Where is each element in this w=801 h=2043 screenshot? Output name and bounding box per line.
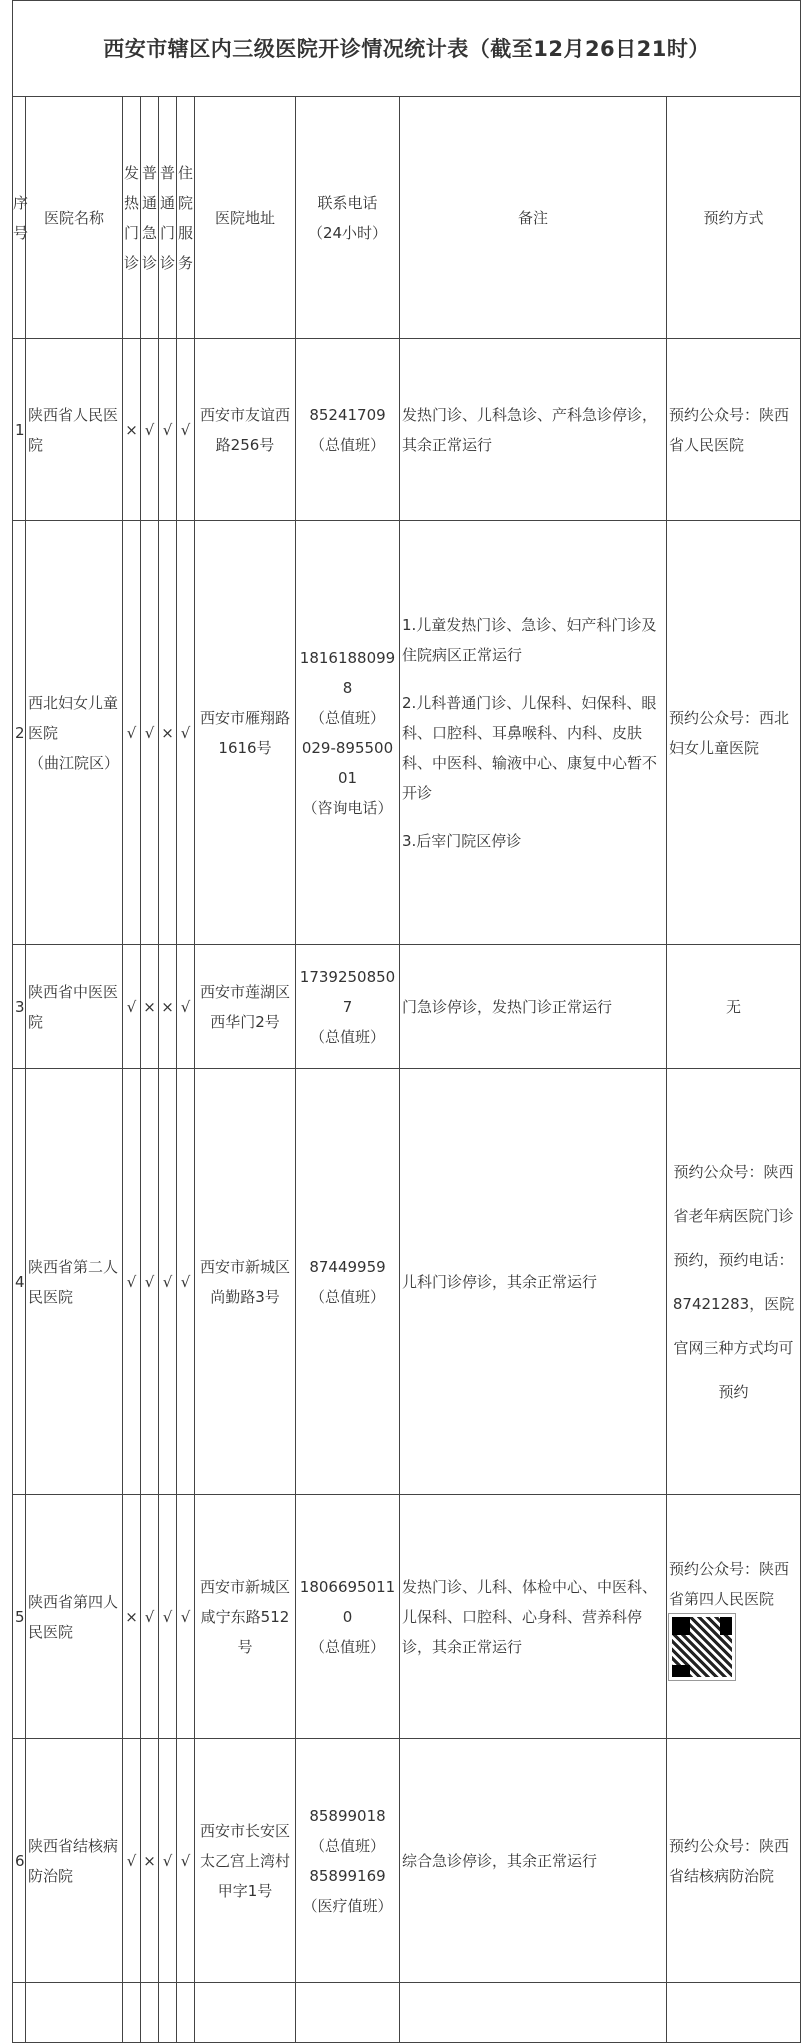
row-emergency-status: √ <box>141 1069 159 1495</box>
row-seq: 3 <box>13 945 26 1069</box>
phone-number: 85241709 <box>309 405 386 424</box>
row-notes: 儿科门诊停诊，其余正常运行 <box>400 1069 667 1495</box>
qr-code-icon <box>669 1614 735 1680</box>
phone-number: 85899169 <box>309 1866 386 1885</box>
row-notes: 发热门诊、儿科急诊、产科急诊停诊，其余正常运行 <box>400 339 667 521</box>
row-inpatient-status: √ <box>177 521 195 945</box>
row-phone <box>296 339 400 521</box>
row-address: 西安市长安区太乙宫上湾村甲字1号 <box>195 1739 296 1983</box>
row-outpatient-status: √ <box>159 1739 177 1983</box>
header-notes: 备注 <box>400 97 667 339</box>
phone-note: （咨询电话） <box>302 798 393 817</box>
row-emergency-status: √ <box>141 1495 159 1739</box>
table-row <box>13 1495 801 1739</box>
row-fever-status: √ <box>123 521 141 945</box>
phone-number: 87449959 <box>309 1257 386 1276</box>
row-address: 西安市新城区咸宁东路512号 <box>195 1495 296 1739</box>
row-emergency-status: × <box>141 945 159 1069</box>
row-outpatient-status: √ <box>159 1069 177 1495</box>
row-fever-status: × <box>123 339 141 521</box>
row-booking: 预约公众号：陕西省结核病防治院 <box>667 1739 801 1983</box>
hospital-name-sub: （曲江院区） <box>28 753 119 772</box>
row-hospital-name: 陕西省结核病防治院 <box>26 1739 123 1983</box>
row-phone <box>296 945 400 1069</box>
row-emergency-status: √ <box>141 521 159 945</box>
row-booking: 预约公众号：陕西省老年病医院门诊预约，预约电话：87421283，医院官网三种方式均可预约 <box>667 1069 801 1495</box>
table-row <box>13 1983 801 2043</box>
note-line: 1.儿童发热门诊、急诊、妇产科门诊及住院病区正常运行 <box>402 615 657 664</box>
row-seq: 2 <box>13 521 26 945</box>
title-row <box>13 1 801 97</box>
row-hospital-name: 陕西省中医医院 <box>26 945 123 1069</box>
row-inpatient-status: √ <box>177 1069 195 1495</box>
row-outpatient-status: √ <box>159 1495 177 1739</box>
row-hospital-name: 陕西省第四人民医院 <box>26 1495 123 1739</box>
phone-number: 18161880998 <box>299 648 396 697</box>
row-address: 西安市雁翔路1616号 <box>195 521 296 945</box>
table-row <box>13 339 801 521</box>
booking-text: 预约公众号：陕西省第四人民医院 <box>669 1559 790 1608</box>
phone-number: 17392508507 <box>299 967 396 1016</box>
phone-note: （医疗值班） <box>302 1896 393 1915</box>
row-phone <box>296 1739 400 1983</box>
row-inpatient-status: √ <box>177 945 195 1069</box>
row-inpatient-status: √ <box>177 1495 195 1739</box>
row-address: 西安市新城区尚勤路3号 <box>195 1069 296 1495</box>
header-fever: 发热门诊 <box>123 97 141 339</box>
row-fever-status: √ <box>123 1739 141 1983</box>
row-booking <box>667 1495 801 1739</box>
row-outpatient-status: × <box>159 945 177 1069</box>
row-notes: 综合急诊停诊，其余正常运行 <box>400 1739 667 1983</box>
table-row <box>13 1739 801 1983</box>
row-notes <box>400 521 667 945</box>
row-notes: 门急诊停诊，发热门诊正常运行 <box>400 945 667 1069</box>
header-address: 医院地址 <box>195 97 296 339</box>
phone-note: （总值班） <box>309 708 385 727</box>
row-seq: 1 <box>13 339 26 521</box>
row-notes: 发热门诊、儿科、体检中心、中医科、儿保科、口腔科、心身科、营养科停诊，其余正常运行 <box>400 1495 667 1739</box>
table-row <box>13 945 801 1069</box>
row-phone <box>296 1069 400 1495</box>
header-phone <box>296 97 400 339</box>
row-inpatient-status: √ <box>177 339 195 521</box>
header-seq: 序号 <box>13 97 26 339</box>
table-row <box>13 521 801 945</box>
row-outpatient-status: × <box>159 521 177 945</box>
row-fever-status: √ <box>123 945 141 1069</box>
row-seq: 6 <box>13 1739 26 1983</box>
phone-note: （总值班） <box>309 1637 385 1656</box>
note-line: 2.儿科普通门诊、儿保科、妇保科、眼科、口腔科、耳鼻喉科、内科、皮肤科、中医科、输液中心、康复中心暂不开诊 <box>402 693 658 802</box>
row-booking: 无 <box>667 945 801 1069</box>
row-phone <box>296 521 400 945</box>
phone-number: 029-89550001 <box>301 738 394 787</box>
phone-note: （总值班） <box>309 1287 385 1306</box>
header-name: 医院名称 <box>26 97 123 339</box>
row-seq: 4 <box>13 1069 26 1495</box>
hospital-status-table <box>12 0 801 2043</box>
row-address: 西安市友谊西路256号 <box>195 339 296 521</box>
note-line: 3.后宰门院区停诊 <box>402 831 522 850</box>
hospital-name-main: 西北妇女儿童医院 <box>28 693 119 742</box>
phone-note: （总值班） <box>309 1027 385 1046</box>
phone-note: （总值班） <box>309 435 385 454</box>
header-outpatient: 普通门诊 <box>159 97 177 339</box>
header-booking: 预约方式 <box>667 97 801 339</box>
phone-number: 85899018 <box>309 1806 386 1825</box>
row-hospital-name: 陕西省第二人民医院 <box>26 1069 123 1495</box>
row-hospital-name: 陕西省人民医院 <box>26 339 123 521</box>
row-address: 西安市莲湖区西华门2号 <box>195 945 296 1069</box>
row-phone <box>296 1495 400 1739</box>
row-fever-status: × <box>123 1495 141 1739</box>
row-seq: 5 <box>13 1495 26 1739</box>
phone-number: 18066950110 <box>299 1577 396 1626</box>
row-booking: 预约公众号：陕西省人民医院 <box>667 339 801 521</box>
table-title: 西安市辖区内三级医院开诊情况统计表（截至12月26日21时） <box>13 1 801 97</box>
row-booking: 预约公众号：西北妇女儿童医院 <box>667 521 801 945</box>
header-phone-line2: （24小时） <box>307 223 388 242</box>
row-inpatient-status: √ <box>177 1739 195 1983</box>
row-hospital-name <box>26 521 123 945</box>
header-phone-line1: 联系电话 <box>317 193 378 212</box>
header-row <box>13 97 801 339</box>
header-inpatient: 住院服务 <box>177 97 195 339</box>
row-emergency-status: × <box>141 1739 159 1983</box>
row-emergency-status: √ <box>141 339 159 521</box>
row-outpatient-status: √ <box>159 339 177 521</box>
header-emergency: 普通急诊 <box>141 97 159 339</box>
row-fever-status: √ <box>123 1069 141 1495</box>
phone-note: （总值班） <box>309 1836 385 1855</box>
table-row <box>13 1069 801 1495</box>
